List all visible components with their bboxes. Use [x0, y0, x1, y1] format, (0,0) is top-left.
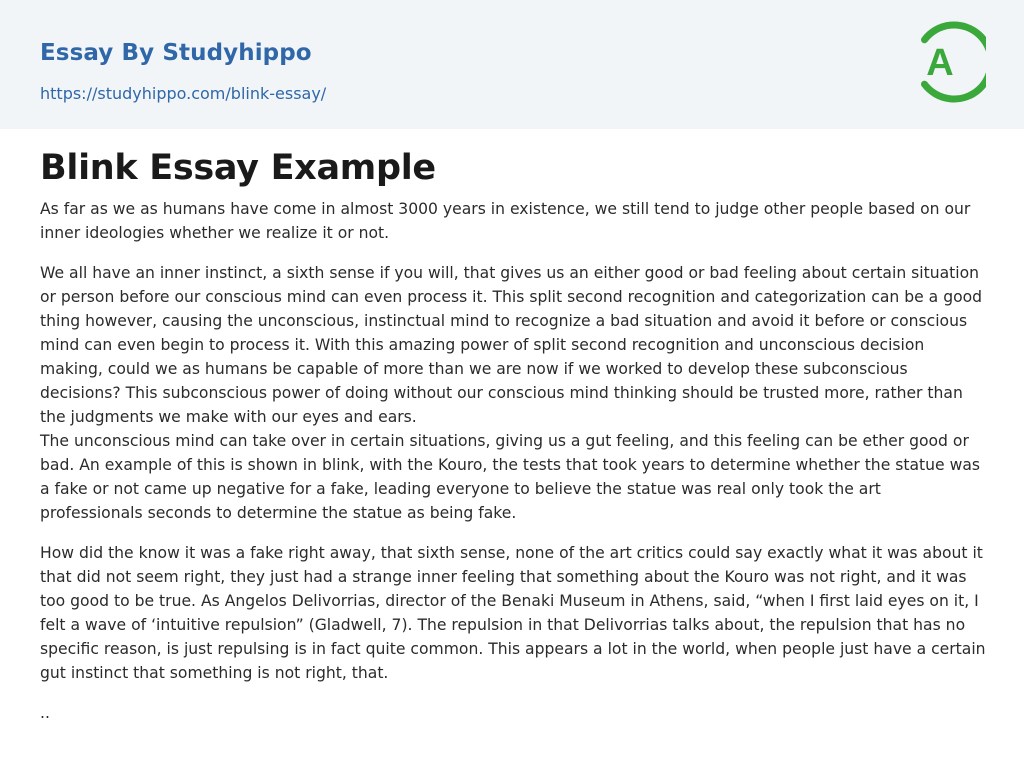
essay-content	[40, 146, 986, 741]
svg-text:A: A	[926, 42, 954, 84]
site-brand[interactable]: Essay By Studyhippo	[40, 40, 312, 66]
site-header	[0, 0, 1024, 129]
essay-paragraph: As far as we as humans have come in almost 3000 years in existence, we still tend to judge other people based on our inner ideologies whether we realize it or not.	[40, 200, 971, 242]
essay-paragraph: We all have an inner instinct, a sixth sense if you will, that gives us an either good or bad feeling about certain situation or person before our conscious mind can even process it. This split second recognition and categorization can be a good thing however, causing the unconscious, instinctual mind to recognize a bad situation and avoid it before or conscious mind can even begin to process it. With this amazing power of split second recognition and unconscious decision making, could we as humans be capable of more than we are now if we worked to develop these subconscious decisions? This subconscious power of doing without our conscious mind thinking should be trusted more, rather than the judgments we make with our eyes and ears.	[40, 264, 983, 426]
essay-title: Blink Essay Example	[40, 148, 436, 188]
essay-paragraph: How did the know it was a fake right away, that sixth sense, none of the art critics could say exactly what it was about it that did not seem right, they just had a strange inner feeling that something about the Kouro was not right, and it was too good to be true. As Angelos Delivorrias, director of the Benaki Museum in Athens, said, “when I first laid eyes on it, I felt a wave of ‘intuitive repulsion” (Gladwell, 7). The repulsion in that Delivorrias talks about, the repulsion that has no specific reason, is just repulsing is in fact quite common. This appears a lot in the world, when people just have a certain gut instinct that something is not right, that.	[40, 544, 986, 682]
essay-url-link[interactable]: https://studyhippo.com/blink-essay/	[40, 84, 327, 103]
truncation-ellipsis: ..	[40, 704, 50, 722]
studyhippo-logo-icon[interactable]	[912, 19, 986, 105]
essay-paragraph: The unconscious mind can take over in certain situations, giving us a gut feeling, and this feeling can be ether good or bad. An example of this is shown in blink, with the Kouro, the tests that took years to determine whether the statue was a fake or not came up negative for a fake, leading everyone to believe the statue was real only took the art professionals seconds to determine the statue as being fake.	[40, 432, 981, 522]
